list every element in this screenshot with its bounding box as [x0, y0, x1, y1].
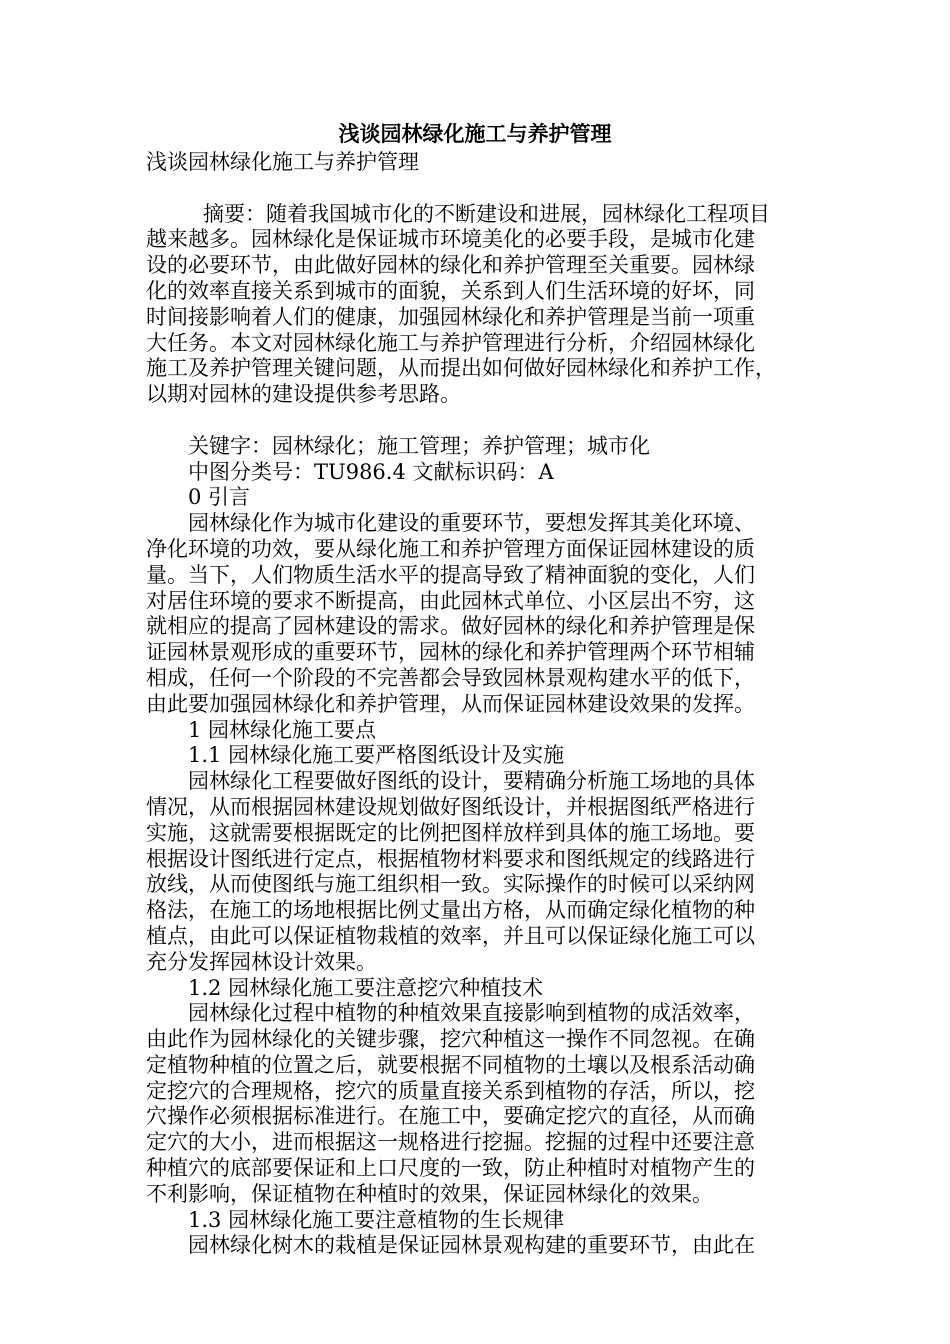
text-line: 根据设计图纸进行定点，根据植物材料要求和图纸规定的线路进行 — [146, 846, 755, 871]
document-title: 浅谈园林绿化施工与养护管理 — [338, 121, 612, 146]
text-line: 园林绿化树木的栽植是保证园林景观构建的重要环节，由此在 — [188, 1233, 755, 1258]
text-line: 浅谈园林绿化施工与养护管理 — [146, 150, 419, 174]
text-line: 由此作为园林绿化的关键步骤，挖穴种植这一操作不同忽视。在确 — [146, 1027, 755, 1052]
text-line: 园林绿化过程中植物的种植效果直接影响到植物的成活效率， — [188, 1001, 755, 1026]
text-line: 摘要：随着我国城市化的不断建设和进展，园林绿化工程项目 — [203, 201, 770, 226]
text-line: 情况，从而根据园林建设规划做好图纸设计，并根据图纸严格进行 — [146, 794, 755, 819]
text-line: 穴操作必须根据标准进行。在施工中，要确定挖穴的直径，从而确 — [146, 1104, 755, 1129]
text-line: 0 引言 — [188, 485, 251, 510]
text-line: 设的必要环节，由此做好园林的绿化和养护管理至关重要。园林绿 — [146, 253, 755, 278]
text-line: 时间接影响着人们的健康，加强园林绿化和养护管理是当前一项重 — [146, 304, 755, 329]
text-line: 定植物种植的位置之后，就要根据不同植物的土壤以及根系活动确 — [146, 1052, 755, 1077]
text-line: 施工及养护管理关键问题，从而提出如何做好园林绿化和养护工作， — [146, 356, 776, 381]
text-line: 越来越多。园林绿化是保证城市环境美化的必要手段，是城市化建 — [146, 227, 755, 252]
text-line: 1.1 园林绿化施工要严格图纸设计及实施 — [188, 743, 565, 768]
text-line: 化的效率直接关系到城市的面貌，关系到人们生活环境的好坏，同 — [146, 278, 755, 303]
document-body — [146, 150, 802, 1259]
text-line: 1.3 园林绿化施工要注意植物的生长规律 — [188, 1207, 565, 1232]
text-line: 放线，从而使图纸与施工组织相一致。实际操作的时候可以采纳网 — [146, 872, 755, 897]
text-line: 不利影响，保证植物在种植时的效果，保证园林绿化的效果。 — [146, 1181, 713, 1206]
text-line: 格法，在施工的场地根据比例丈量出方格，从而确定绿化植物的种 — [146, 898, 755, 923]
text-line: 关键字：园林绿化；施工管理；养护管理；城市化 — [188, 433, 650, 458]
text-line: 以期对园林的建设提供参考思路。 — [146, 382, 461, 407]
text-line: 净化环境的功效，要从绿化施工和养护管理方面保证园林建设的质 — [146, 536, 755, 561]
text-line: 实施，这就需要根据既定的比例把图样放样到具体的施工场地。要 — [146, 820, 755, 845]
text-line: 由此要加强园林绿化和养护管理，从而保证园林建设效果的发挥。 — [146, 691, 755, 716]
text-line: 量。当下，人们物质生活水平的提高导致了精神面貌的变化，人们 — [146, 562, 755, 587]
text-line: 相成，任何一个阶段的不完善都会导致园林景观构建水平的低下， — [146, 665, 755, 690]
text-line: 中图分类号：TU986.4 文献标识码：A — [188, 459, 554, 484]
blank-line — [146, 176, 802, 202]
text-line: 对居住环境的要求不断提高，由此园林式单位、小区层出不穷，这 — [146, 588, 755, 613]
text-line: 就相应的提高了园林建设的需求。做好园林的绿化和养护管理是保 — [146, 614, 755, 639]
text-line: 植点，由此可以保证植物栽植的效率，并且可以保证绿化施工可以 — [146, 923, 755, 948]
text-line: 定挖穴的合理规格，挖穴的质量直接关系到植物的存活，所以，挖 — [146, 1078, 755, 1103]
text-line: 1.2 园林绿化施工要注意挖穴种植技术 — [188, 975, 544, 1000]
text-line: 种植穴的底部要保证和上口尺度的一致，防止种植时对植物产生的 — [146, 1156, 755, 1181]
text-line: 大任务。本文对园林绿化施工与养护管理进行分析，介绍园林绿化 — [146, 330, 755, 355]
text-line: 证园林景观形成的重要环节，园林的绿化和养护管理两个环节相辅 — [146, 640, 755, 665]
text-line: 充分发挥园林设计效果。 — [146, 949, 377, 974]
text-line: 1 园林绿化施工要点 — [188, 717, 377, 742]
text-line: 园林绿化工程要做好图纸的设计，要精确分析施工场地的具体 — [188, 769, 755, 794]
text-line: 定穴的大小，进而根据这一规格进行挖掘。挖掘的过程中还要注意 — [146, 1130, 755, 1155]
text-line: 园林绿化作为城市化建设的重要环节，要想发挥其美化环境、 — [188, 511, 755, 536]
blank-line — [146, 408, 802, 434]
